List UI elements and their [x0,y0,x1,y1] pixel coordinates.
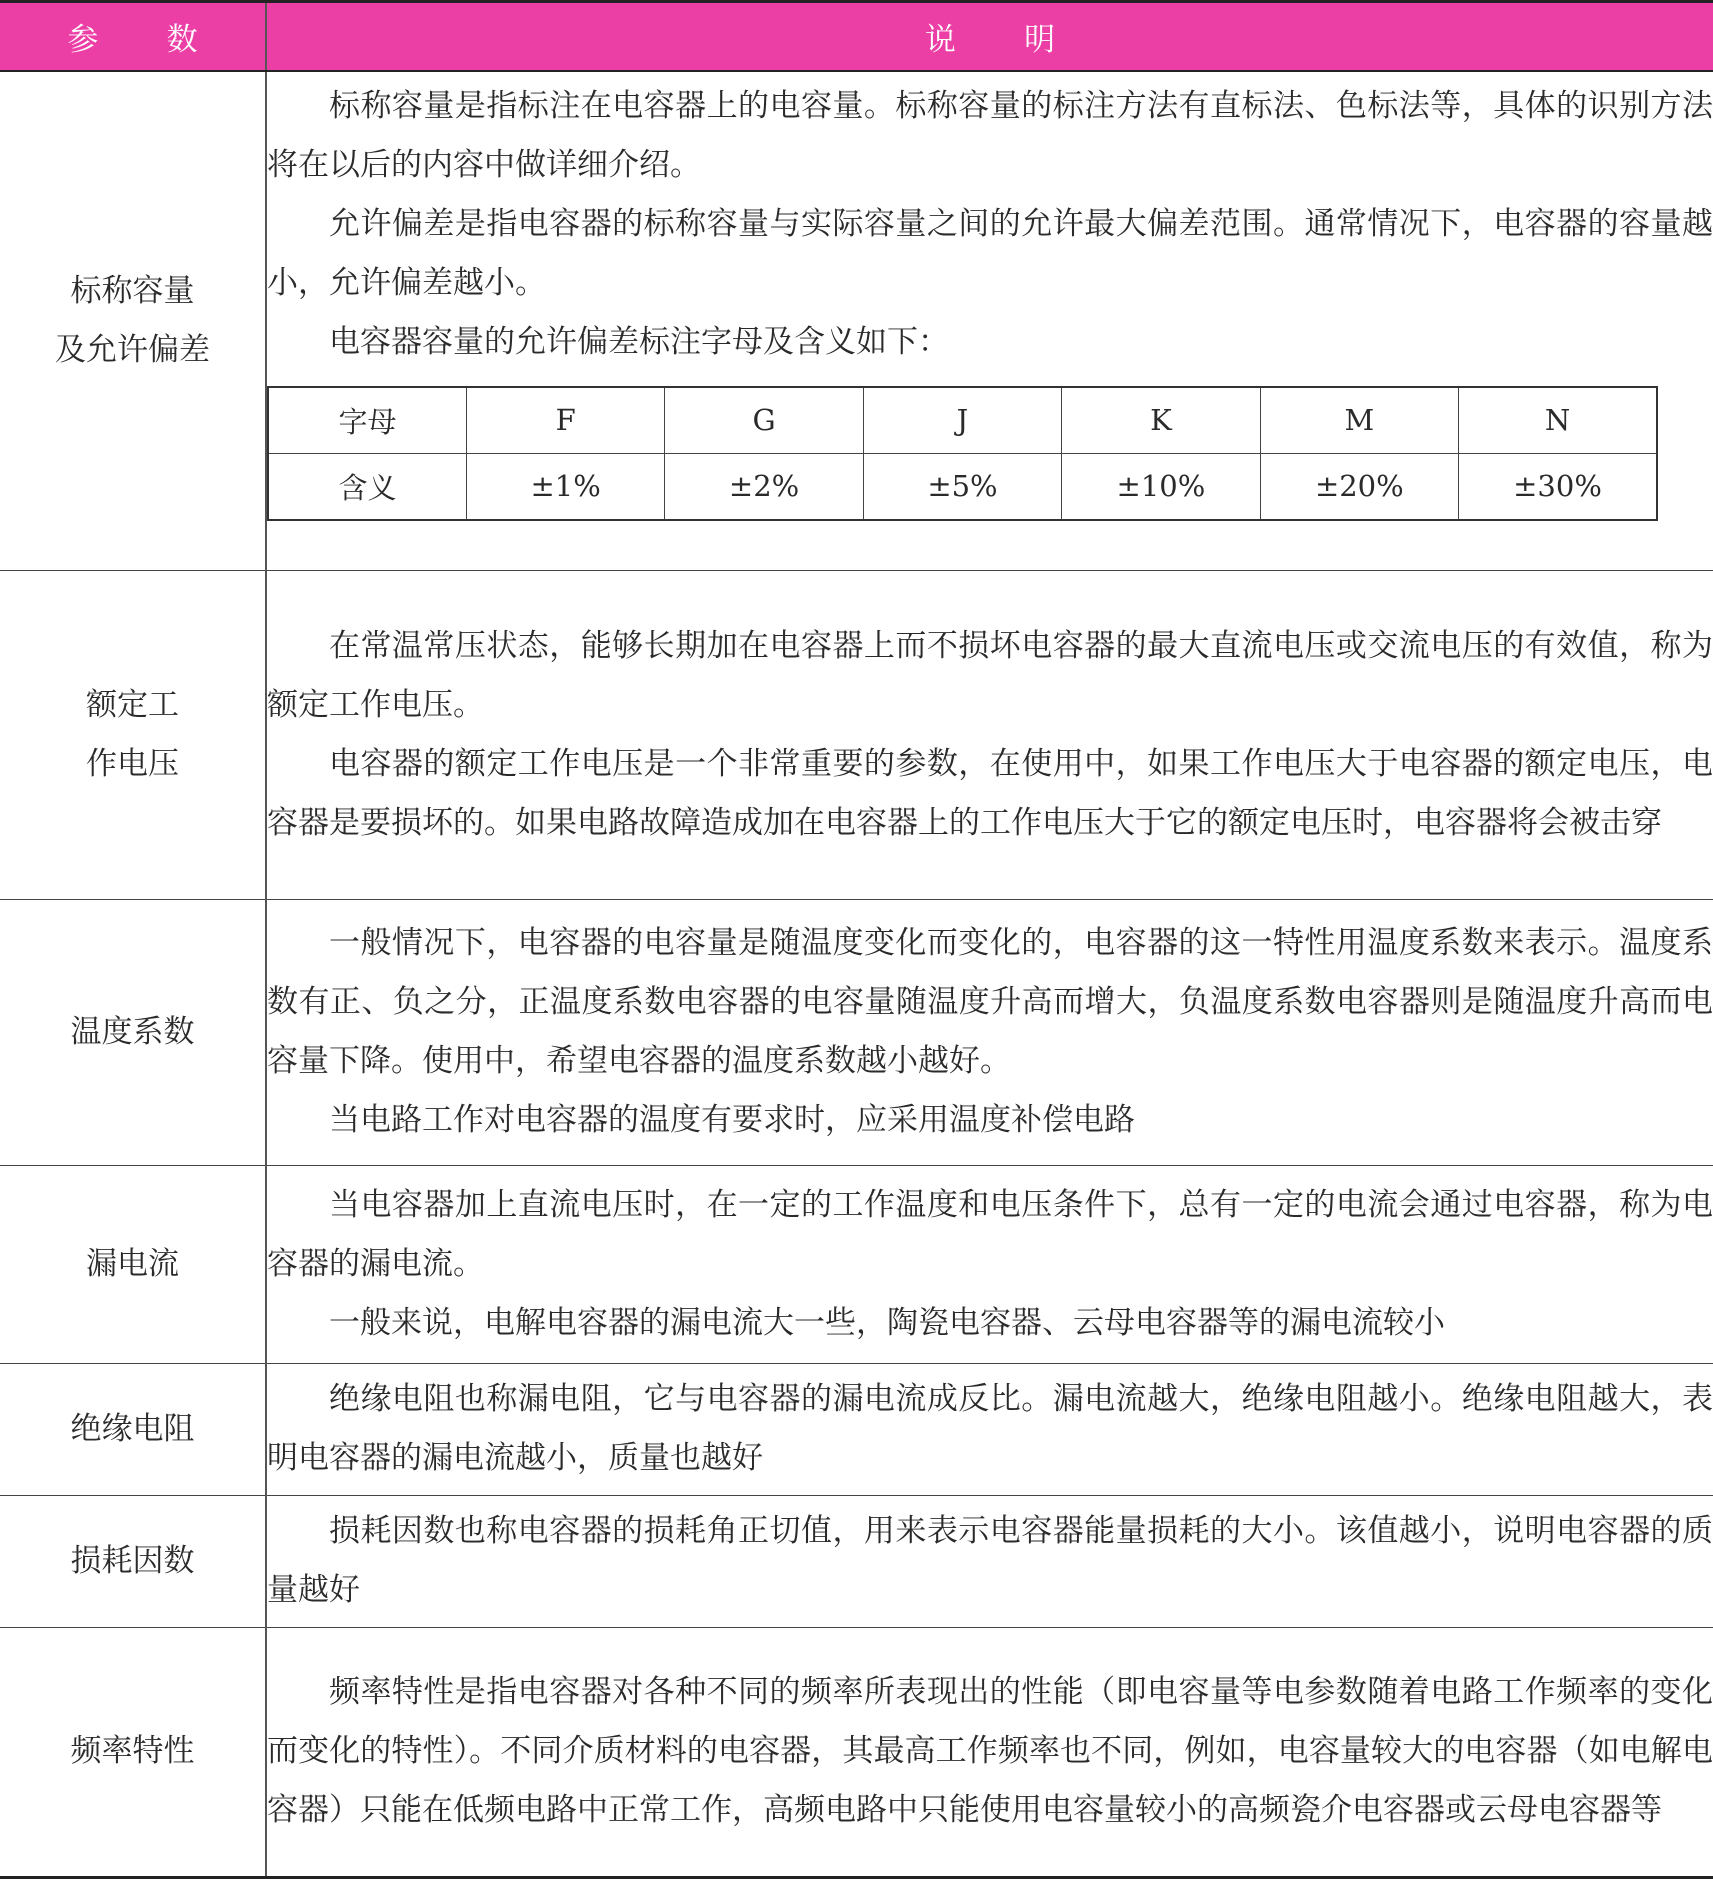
desc-cell [266,1495,1713,1627]
param-line: 频率特性 [70,1733,195,1769]
paragraph: 当电路工作对电容器的温度有要求时，应采用温度补偿电路 [329,1102,1135,1138]
paragraph: 电容器的额定工作电压是一个非常重要的参数，在使用中，如果工作电压大于电容器的额定电压，电容器是要损坏的。如果电路故障造成加在电容器上的工作电压大于它的额定电压时，电容器将会被击穿 [267,745,1713,841]
param-line: 标称容量 [70,272,195,309]
meaning-cell: ±5% [863,453,1061,520]
param-cell [0,899,266,1165]
meaning-cell: ±2% [665,453,863,520]
paragraph: 绝缘电阻也称漏电阻，它与电容器的漏电流成反比。漏电流越大，绝缘电阻越小。绝缘电阻越大，表明电容器的漏电流越小，质量也越好 [267,1381,1713,1476]
param-line: 漏电流 [86,1245,179,1282]
param-cell [0,570,266,899]
param-cell [0,1495,266,1627]
paragraph: 标称容量是指标注在电容器上的电容量。标称容量的标注方法有直标法、色标法等，具体的识别方法将在以后的内容中做详细介绍。 [267,87,1713,183]
paragraph: 频率特性是指电容器对各种不同的频率所表现出的性能（即电容量等电参数随着电路工作频率的变化而变化的特性）。不同介质材料的电容器，其最高工作频率也不同，例如，电容量较大的电容器（如电解电容器）只能在低频电路中正常工作，高频电路中只能使用电容量较小的高频瓷介电容器或云母电容器等 [267,1674,1713,1828]
table-row [0,899,1713,1165]
meaning-cell: ±20% [1260,453,1458,520]
desc-cell [266,570,1713,899]
table-row [0,1495,1713,1627]
meaning-cell: ±30% [1459,453,1657,520]
paragraph: 允许偏差是指电容器的标称容量与实际容量之间的允许最大偏差范围。通常情况下，电容器的容量越小，允许偏差越小。 [267,205,1713,301]
paragraph: 一般情况下，电容器的电容量是随温度变化而变化的，电容器的这一特性用温度系数来表示。温度系数有正、负之分，正温度系数电容器的电容量随温度升高而增大，负温度系数电容器则是随温度升高而电容量下降。使用中，希望电容器的温度系数越小越好。 [267,925,1713,1079]
header-param: 参数 [0,2,266,72]
meaning-row [268,453,1657,520]
letter-cell: M [1260,387,1458,454]
desc-cell [266,71,1713,570]
param-cell [0,71,266,570]
param-cell [0,1363,266,1495]
desc-cell [266,1363,1713,1495]
letter-label: 字母 [268,387,466,454]
letter-cell: K [1062,387,1260,454]
letter-cell: J [863,387,1061,454]
desc-cell [266,1627,1713,1877]
param-cell [0,1627,266,1877]
meaning-cell: ±1% [466,453,664,520]
header-desc: 说明 [266,2,1713,72]
param-line: 额定工 [86,686,179,723]
param-line: 及允许偏差 [55,331,210,368]
param-line: 温度系数 [70,1013,195,1050]
letter-row [268,387,1657,454]
param-line: 作电压 [86,745,179,782]
meaning-label: 含义 [268,453,466,520]
letter-cell: N [1459,387,1657,454]
param-cell [0,1165,266,1363]
letter-cell: G [665,387,863,454]
table-row [0,1627,1713,1877]
table-row [0,1165,1713,1363]
param-line: 损耗因数 [70,1542,195,1579]
paragraph: 一般来说，电解电容器的漏电流大一些，陶瓷电容器、云母电容器等的漏电流较小 [329,1304,1445,1341]
letter-cell: F [466,387,664,454]
table-row [0,1363,1713,1495]
desc-cell [266,899,1713,1165]
paragraph: 当电容器加上直流电压时，在一定的工作温度和电压条件下，总有一定的电流会通过电容器，称为电容器的漏电流。 [267,1186,1713,1282]
table-row [0,570,1713,899]
paragraph: 电容器容量的允许偏差标注字母及含义如下： [329,323,949,360]
paragraph: 在常温常压状态，能够长期加在电容器上而不损坏电容器的最大直流电压或交流电压的有效值，称为额定工作电压。 [267,627,1713,723]
paragraph: 损耗因数也称电容器的损耗角正切值，用来表示电容器能量损耗的大小。该值越小，说明电容器的质量越好 [267,1513,1713,1608]
table-row [0,71,1713,570]
desc-cell [266,1165,1713,1363]
meaning-cell: ±10% [1062,453,1260,520]
tolerance-table [267,386,1658,521]
param-line: 绝缘电阻 [70,1410,195,1447]
header-row [0,2,1713,72]
